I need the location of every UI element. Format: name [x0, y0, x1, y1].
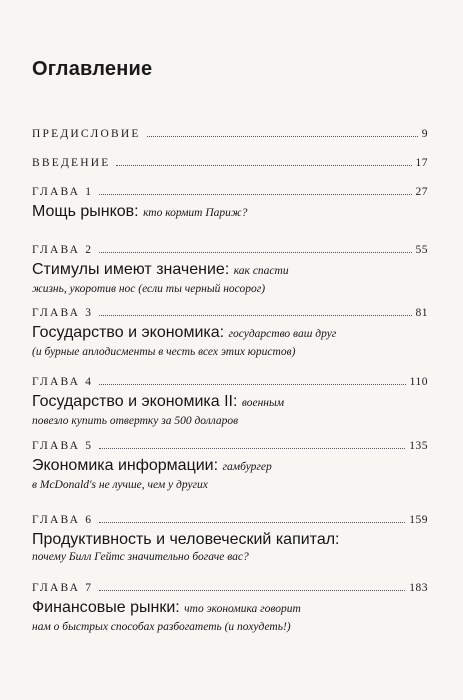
- toc-row: [32, 180, 428, 198]
- toc-entry-introduction[interactable]: [32, 151, 428, 169]
- page-number: 135: [409, 440, 428, 452]
- dot-leader: [99, 193, 411, 195]
- chapter-label: ГЛАВА 3: [32, 307, 94, 319]
- chapter-subtitle-continued: нам о быстрых способах разбогатеть (и похудеть!): [32, 621, 291, 633]
- chapter-subtitle-continued: (и бурные аплодисменты в честь всех этих юристов): [32, 346, 296, 358]
- chapter-title-main: Государство и экономика:: [32, 324, 225, 341]
- dot-leader: [116, 164, 411, 166]
- toc-entry-chapter-5[interactable]: [32, 434, 428, 494]
- dot-leader: [99, 447, 405, 449]
- chapter-title: [32, 456, 428, 494]
- chapter-title-main: Экономика информации:: [32, 457, 219, 474]
- toc-row: [32, 122, 428, 140]
- chapter-label: ГЛАВА 7: [32, 582, 94, 594]
- toc-row: [32, 301, 428, 319]
- toc-entry-chapter-6[interactable]: [32, 508, 428, 566]
- chapter-subtitle-continued: повезло купить отвертку за 500 долларов: [32, 415, 239, 427]
- page-number: 183: [409, 582, 428, 594]
- chapter-title-main: Мощь рынков:: [32, 203, 139, 220]
- chapter-title: [32, 598, 428, 636]
- dot-leader: [99, 521, 405, 523]
- toc-entry-chapter-3[interactable]: [32, 301, 428, 361]
- chapter-subtitle: государство ваш друг: [228, 328, 337, 340]
- page-number: 55: [415, 244, 428, 256]
- toc-row: [32, 434, 428, 452]
- toc-entry-chapter-2[interactable]: [32, 238, 428, 298]
- toc-row: [32, 151, 428, 169]
- toc-row: [32, 238, 428, 256]
- toc-row: [32, 370, 428, 388]
- chapter-subtitle: кто кормит Париж?: [143, 207, 248, 219]
- chapter-title: [32, 202, 428, 223]
- dot-leader: [99, 251, 411, 253]
- entry-label: ПРЕДИСЛОВИЕ: [32, 128, 141, 140]
- page-number: 81: [415, 307, 428, 319]
- chapter-subtitle-continued: жизнь, укоротив нос (если ты черный носорог): [32, 283, 266, 295]
- page-number: 27: [415, 186, 428, 198]
- toc-entry-chapter-1[interactable]: [32, 180, 428, 223]
- chapter-title-main: Финансовые рынки:: [32, 599, 180, 616]
- toc-heading: Оглавление: [32, 58, 153, 80]
- chapter-label: ГЛАВА 6: [32, 514, 94, 526]
- chapter-subtitle: военным: [241, 397, 285, 409]
- toc-entry-chapter-7[interactable]: [32, 576, 428, 636]
- page-number: 159: [409, 514, 428, 526]
- toc-entry-chapter-4[interactable]: [32, 370, 428, 430]
- chapter-title-main: Государство и экономика II:: [32, 393, 238, 410]
- chapter-title: [32, 323, 428, 361]
- dot-leader: [99, 589, 405, 591]
- dot-leader: [99, 383, 406, 385]
- chapter-label: ГЛАВА 5: [32, 440, 94, 452]
- page-number: 110: [409, 376, 428, 388]
- page-number: 9: [421, 128, 428, 140]
- toc-entry-preface[interactable]: [32, 122, 428, 140]
- page-number: 17: [415, 157, 428, 169]
- entry-label: ВВЕДЕНИЕ: [32, 157, 111, 169]
- toc-row: [32, 508, 428, 526]
- chapter-subtitle: что экономика говорит: [184, 603, 301, 615]
- dot-leader: [99, 314, 411, 316]
- chapter-subtitle: гамбургер: [222, 461, 272, 473]
- chapter-subtitle-continued: в McDonald's не лучше, чем у других: [32, 479, 208, 491]
- chapter-title-main: Стимулы имеют значение:: [32, 261, 230, 278]
- chapter-label: ГЛАВА 4: [32, 376, 94, 388]
- chapter-label: ГЛАВА 1: [32, 186, 94, 198]
- toc-row: [32, 576, 428, 594]
- chapter-label: ГЛАВА 2: [32, 244, 94, 256]
- chapter-title: [32, 530, 428, 566]
- dot-leader: [147, 135, 418, 137]
- chapter-title: [32, 392, 428, 430]
- chapter-title: [32, 260, 428, 298]
- chapter-subtitle: как спасти: [233, 265, 289, 277]
- chapter-subtitle-continued: почему Билл Гейтс значительно богаче вас?: [32, 551, 249, 563]
- chapter-title-main: Продуктивность и человеческий капитал:: [32, 531, 340, 548]
